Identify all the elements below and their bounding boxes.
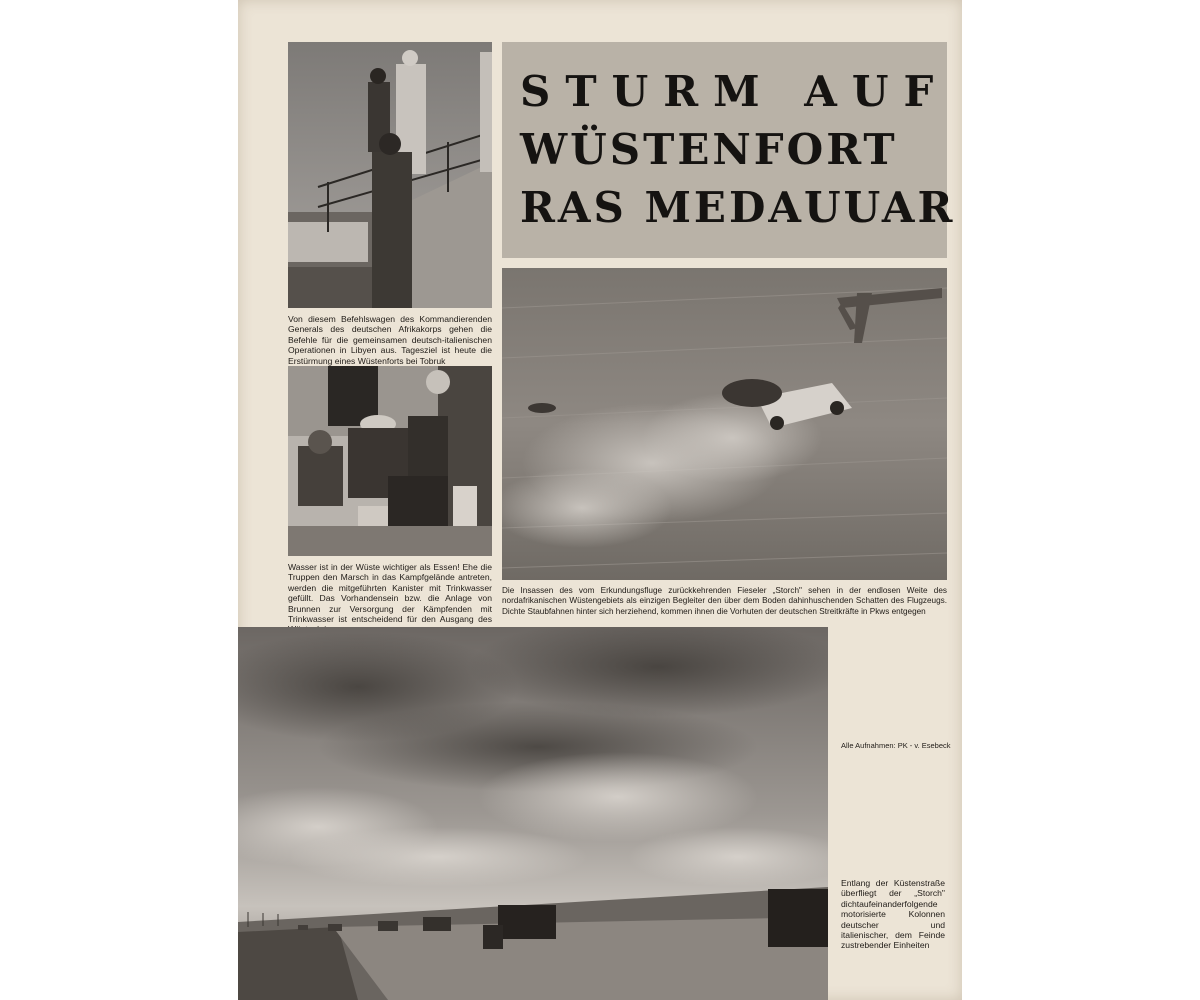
headline-block <box>502 42 956 258</box>
magazine-page <box>238 0 962 1000</box>
coastal-road-caption: Entlang der Küstenstraße überfliegt der „Storch" dichtaufeinanderfolgende motorisierte Kolonnen deutscher und italienischer, dem Feinde zustrebender Einheiten <box>841 878 945 951</box>
photo-credit: Alle Aufnahmen: PK - v. Esebeck <box>841 741 951 750</box>
headline-line-2: WÜSTENFORT <box>520 125 898 174</box>
storch-caption: Die Insassen des vom Erkundungsfluge zurückkehrenden Fieseler „Storch" sehen in der endlosen Weite des nordafrikanischen Wüstengebiets als einzigen Begleiter den über dem Boden dahinhuschenden Schatten des Flugzeugs. Dichte Staubfahnen hinter sich herziehend, kommen ihnen die Vorhuten der deutschen Streitkräfte in Pkws entgegen <box>502 586 947 616</box>
water-canisters-photo <box>288 366 492 556</box>
headline-line-1: STURM AUF <box>520 67 949 116</box>
command-car-caption: Von diesem Befehlswagen des Kommandierenden Generals des deutschen Afrikakorps gehen die Befehle für die gemeinsamen deutsch-italienischen Operationen in Libyen aus. Tagesziel ist heute die Erstürmung eines Wüstenforts bei Tobruk <box>288 314 492 366</box>
headline-line-3: RAS MEDAUUAR <box>520 183 956 232</box>
command-car-photo <box>288 42 492 308</box>
storch-desert-photo <box>502 268 947 580</box>
water-canisters-caption: Wasser ist in der Wüste wichtiger als Essen! Ehe die Truppen den Marsch in das Kampfgelände antreten, werden die mitgeführten Kanister mit Trinkwasser gefüllt. Das Vorhandensein bzw. die Anlage von Brunnen zur Versorgung der Kämpfenden mit Trinkwasser ist entscheidend für den Ausgang des <box>288 562 492 625</box>
coastal-road-photo <box>238 627 828 1000</box>
